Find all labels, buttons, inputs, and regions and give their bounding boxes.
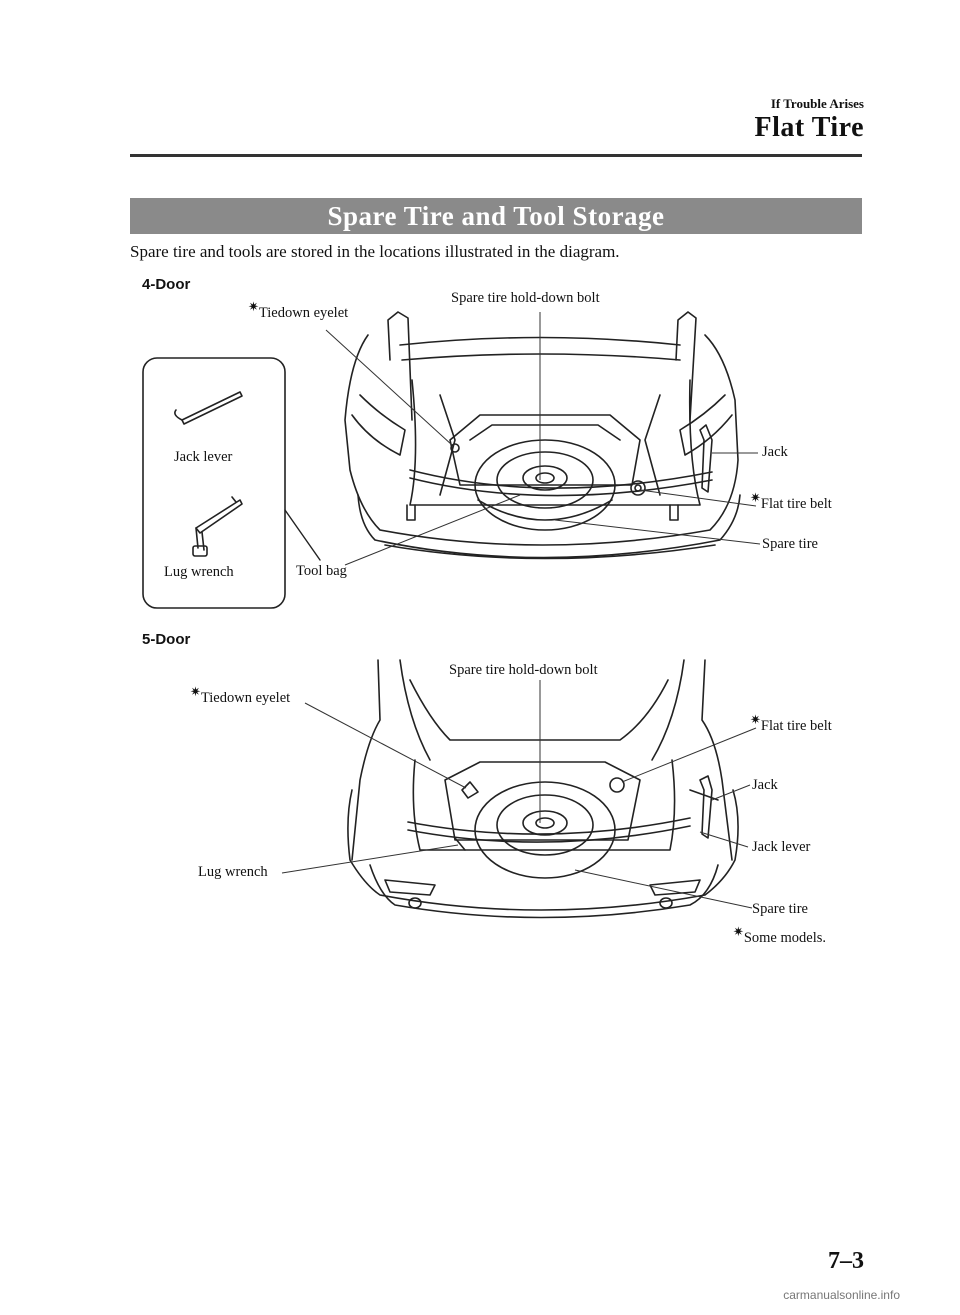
five-door-hold-down-bolt-callout: Spare tire hold-down bolt xyxy=(449,662,598,678)
watermark[interactable]: carmanualsonline.info xyxy=(783,1288,900,1302)
star-icon: ✷ xyxy=(750,712,761,728)
star-icon: ✷ xyxy=(190,684,201,700)
star-icon: ✷ xyxy=(732,924,744,940)
five-door-jack-callout: Jack xyxy=(752,777,778,793)
section-title: Spare Tire and Tool Storage xyxy=(130,198,862,234)
star-icon: ✷ xyxy=(750,490,761,506)
footnote: ✷Some models. xyxy=(732,924,826,946)
five-door-lug-wrench-callout: Lug wrench xyxy=(198,864,268,880)
four-door-jack-callout: Jack xyxy=(762,444,788,460)
four-door-jack-lever-callout: Jack lever xyxy=(174,449,233,465)
four-door-trunk-drawing xyxy=(345,312,740,559)
five-door-jack-lever-callout: Jack lever xyxy=(752,839,811,855)
header-section: If Trouble Arises xyxy=(770,96,864,111)
four-door-spare-tire-callout: Spare tire xyxy=(762,536,818,552)
five-door-trunk-drawing xyxy=(348,660,738,918)
four-door-label: 4-Door xyxy=(142,276,191,293)
five-door-tiedown-eyelet-callout: ✷Tiedown eyelet xyxy=(190,684,291,706)
star-icon: ✷ xyxy=(248,299,259,315)
four-door-tiedown-eyelet-callout: ✷Tiedown eyelet xyxy=(248,299,349,321)
header-chapter: Flat Tire xyxy=(754,112,864,143)
five-door-spare-tire-callout: Spare tire xyxy=(752,901,808,917)
four-door-hold-down-bolt-callout: Spare tire hold-down bolt xyxy=(451,290,600,306)
five-door-label: 5-Door xyxy=(142,631,191,648)
intro-text: Spare tire and tools are stored in the locations illustrated in the diagram. xyxy=(130,242,620,261)
four-door-tool-bag-callout: Tool bag xyxy=(296,563,347,579)
page-number: 7–3 xyxy=(828,1248,864,1274)
four-door-flat-tire-belt-callout: ✷Flat tire belt xyxy=(750,490,832,512)
four-door-lug-wrench-callout: Lug wrench xyxy=(164,564,234,580)
five-door-flat-tire-belt-callout: ✷Flat tire belt xyxy=(750,712,832,734)
